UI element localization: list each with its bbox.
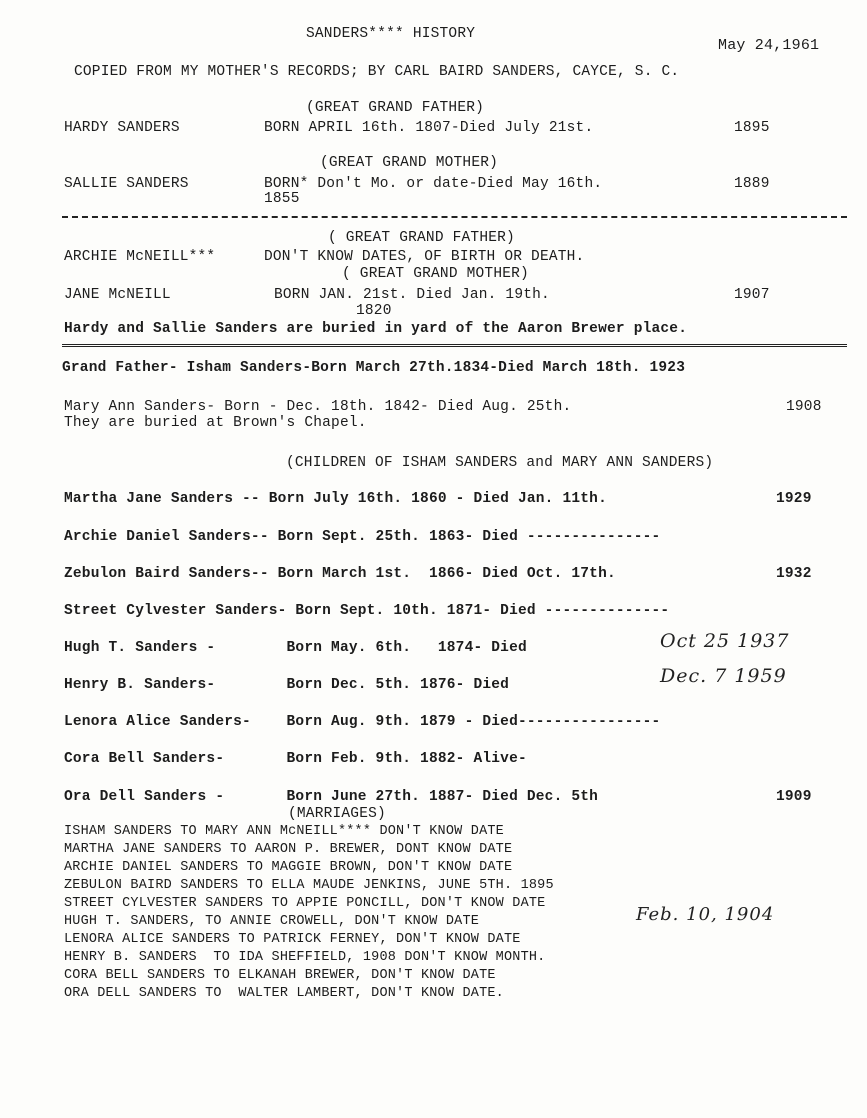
ancestor-detail: BORN* Don't Mo. or date-Died May 16th. (264, 176, 603, 192)
child-row: Lenora Alice Sanders- Born Aug. 9th. 1879 - Died---------------- (64, 714, 661, 730)
ancestor-detail: DON'T KNOW DATES, OF BIRTH OR DEATH. (264, 249, 585, 265)
child-year: 1909 (776, 789, 812, 805)
ancestor-year: 1895 (734, 120, 770, 136)
relation-label: ( GREAT GRAND FATHER) (328, 230, 515, 246)
divider (62, 216, 847, 218)
ancestor-year: 1907 (734, 287, 770, 303)
ancestor-detail: BORN APRIL 16th. 1807-Died July 21st. (264, 120, 594, 136)
child-row: Archie Daniel Sanders-- Born Sept. 25th. 1863- Died --------------- (64, 529, 661, 545)
marriage-row: MARTHA JANE SANDERS TO AARON P. BREWER, DONT KNOW DATE (64, 842, 513, 857)
marriage-row: HUGH T. SANDERS, TO ANNIE CROWELL, DON'T KNOW DATE (64, 914, 480, 929)
ancestor-name: HARDY SANDERS (64, 120, 180, 136)
grandfather-line: Grand Father- Isham Sanders-Born March 27th.1834-Died March 18th. 1923 (62, 360, 686, 376)
child-row: Street Cylvester Sanders- Born Sept. 10th. 1871- Died -------------- (64, 603, 670, 619)
document-date: May 24,1961 (718, 37, 820, 54)
document-subtitle: COPIED FROM MY MOTHER'S RECORDS; BY CARL BAIRD SANDERS, CAYCE, S. C. (74, 64, 680, 80)
child-year: 1929 (776, 491, 812, 507)
marriage-row: ISHAM SANDERS TO MARY ANN McNEILL**** DON'T KNOW DATE (64, 824, 504, 839)
marriage-row: CORA BELL SANDERS TO ELKANAH BREWER, DON'T KNOW DATE (64, 968, 496, 983)
child-row: Hugh T. Sanders - Born May. 6th. 1874- Died (64, 640, 536, 656)
marriages-heading: (MARRIAGES) (288, 806, 386, 822)
handwritten-death-date: Oct 25 1937 (660, 630, 790, 652)
relation-label: ( GREAT GRAND MOTHER) (342, 266, 529, 282)
handwritten-marriage-date: Feb. 10, 1904 (636, 904, 775, 925)
ancestor-name: ARCHIE McNEILL*** (64, 249, 216, 265)
child-row: Ora Dell Sanders - Born June 27th. 1887- Died Dec. 5th (64, 789, 599, 805)
ancestor-detail: BORN JAN. 21st. Died Jan. 19th. (274, 287, 550, 303)
marriage-row: LENORA ALICE SANDERS TO PATRICK FERNEY, DON'T KNOW DATE (64, 932, 521, 947)
ancestor-year: 1889 (734, 176, 770, 192)
children-heading: (CHILDREN OF ISHAM SANDERS and MARY ANN SANDERS) (286, 455, 714, 471)
child-row: Cora Bell Sanders- Born Feb. 9th. 1882- Alive- (64, 751, 527, 767)
marriage-row: ARCHIE DANIEL SANDERS TO MAGGIE BROWN, DON'T KNOW DATE (64, 860, 513, 875)
ancestor-extra-year: 1820 (356, 303, 392, 319)
relation-label: (GREAT GRAND FATHER) (306, 100, 485, 116)
child-year: 1932 (776, 566, 812, 582)
ancestor-extra-year: 1855 (264, 191, 300, 207)
child-row: Martha Jane Sanders -- Born July 16th. 1860 - Died Jan. 11th. (64, 491, 607, 507)
child-row: Zebulon Baird Sanders-- Born March 1st. 1866- Died Oct. 17th. (64, 566, 616, 582)
divider (62, 344, 847, 347)
marriage-row: HENRY B. SANDERS TO IDA SHEFFIELD, 1908 DON'T KNOW MONTH. (64, 950, 546, 965)
grandmother-line: Mary Ann Sanders- Born - Dec. 18th. 1842- Died Aug. 25th. (64, 399, 572, 415)
child-row: Henry B. Sanders- Born Dec. 5th. 1876- Died (64, 677, 518, 693)
grandmother-year: 1908 (786, 399, 822, 415)
grandparents-burial: They are buried at Brown's Chapel. (64, 415, 367, 431)
handwritten-death-date: Dec. 7 1959 (660, 665, 787, 687)
burial-note: Hardy and Sallie Sanders are buried in yard of the Aaron Brewer place. (64, 321, 688, 337)
relation-label: (GREAT GRAND MOTHER) (320, 155, 499, 171)
marriage-row: ORA DELL SANDERS TO WALTER LAMBERT, DON'T KNOW DATE. (64, 986, 504, 1001)
document-title: SANDERS**** HISTORY (306, 26, 476, 42)
ancestor-name: SALLIE SANDERS (64, 176, 189, 192)
marriage-row: ZEBULON BAIRD SANDERS TO ELLA MAUDE JENKINS, JUNE 5TH. 1895 (64, 878, 554, 893)
ancestor-name: JANE McNEILL (64, 287, 171, 303)
marriage-row: STREET CYLVESTER SANDERS TO APPIE PONCILL, DON'T KNOW DATE (64, 896, 546, 911)
